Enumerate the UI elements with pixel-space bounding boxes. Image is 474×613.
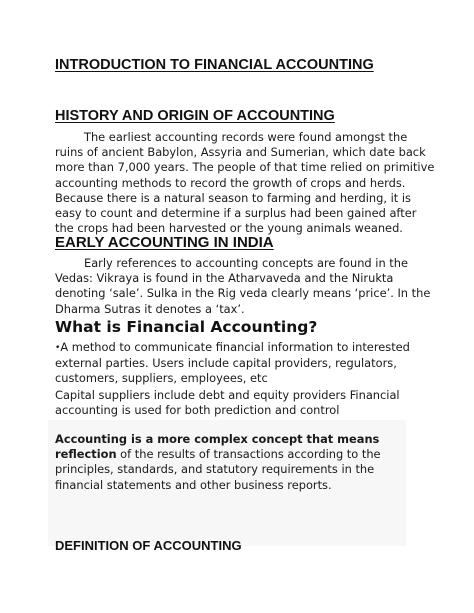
capital-paragraph — [55, 388, 425, 418]
history-line: the crops had been harvested or the young animals weaned. — [55, 221, 403, 236]
concept-bold-line: Accounting is a more complex concept that means — [55, 432, 380, 446]
india-heading: EARLY ACCOUNTING IN INDIA — [55, 234, 274, 251]
history-line: Because there is a natural season to farming and herding, it is — [55, 190, 411, 205]
india-paragraph — [55, 256, 431, 317]
history-line: accounting methods to record the growth of crops and herds. — [55, 175, 406, 190]
capital-line: Capital suppliers include debt and equity providers Financial — [55, 388, 400, 402]
concept-bold-word: reflection — [55, 447, 117, 462]
history-line: easy to count and determine if a surplus had been gained after — [55, 206, 417, 221]
india-line: Dharma Sutras it denotes a ‘tax’. — [55, 301, 245, 316]
concept-line: financial statements and other business reports. — [55, 477, 332, 492]
bullet-line: customers, suppliers, employees, etc — [55, 371, 268, 386]
concept-paragraph — [55, 432, 400, 493]
bullet-line: external parties. Users include capital providers, regulators, — [55, 356, 397, 371]
history-line: more than 7,000 years. The people of that time relied on primitive — [55, 160, 435, 175]
history-line: The earliest accounting records were found amongst the — [84, 130, 408, 144]
financial-accounting-heading: What is Financial Accounting? — [55, 318, 318, 336]
concept-line: principles, standards, and statutory requirements in the — [55, 462, 375, 477]
india-line: Early references to accounting concepts are found in the — [84, 256, 408, 270]
financial-bullet-paragraph — [55, 340, 425, 387]
main-title: INTRODUCTION TO FINANCIAL ACCOUNTING — [55, 57, 374, 73]
bullet-icon: • — [55, 343, 61, 353]
history-paragraph — [55, 130, 435, 236]
bullet-line: A method to communicate financial information to interested — [60, 340, 410, 354]
history-line: ruins of ancient Babylon, Assyria and Sumerian, which date back — [55, 145, 426, 160]
capital-line: accounting is used for both prediction and control — [55, 403, 340, 418]
definition-heading: DEFINITION OF ACCOUNTING — [55, 538, 242, 553]
concept-line-rest: of the results of transactions according to the — [116, 447, 381, 462]
india-line: denoting ‘sale’. Sulka in the Rig veda clearly means ‘price’. In the — [55, 286, 431, 301]
history-heading: HISTORY AND ORIGIN OF ACCOUNTING — [55, 108, 335, 124]
india-line: Vedas: Vikraya is found in the Atharvaveda and the Nirukta — [55, 271, 394, 286]
